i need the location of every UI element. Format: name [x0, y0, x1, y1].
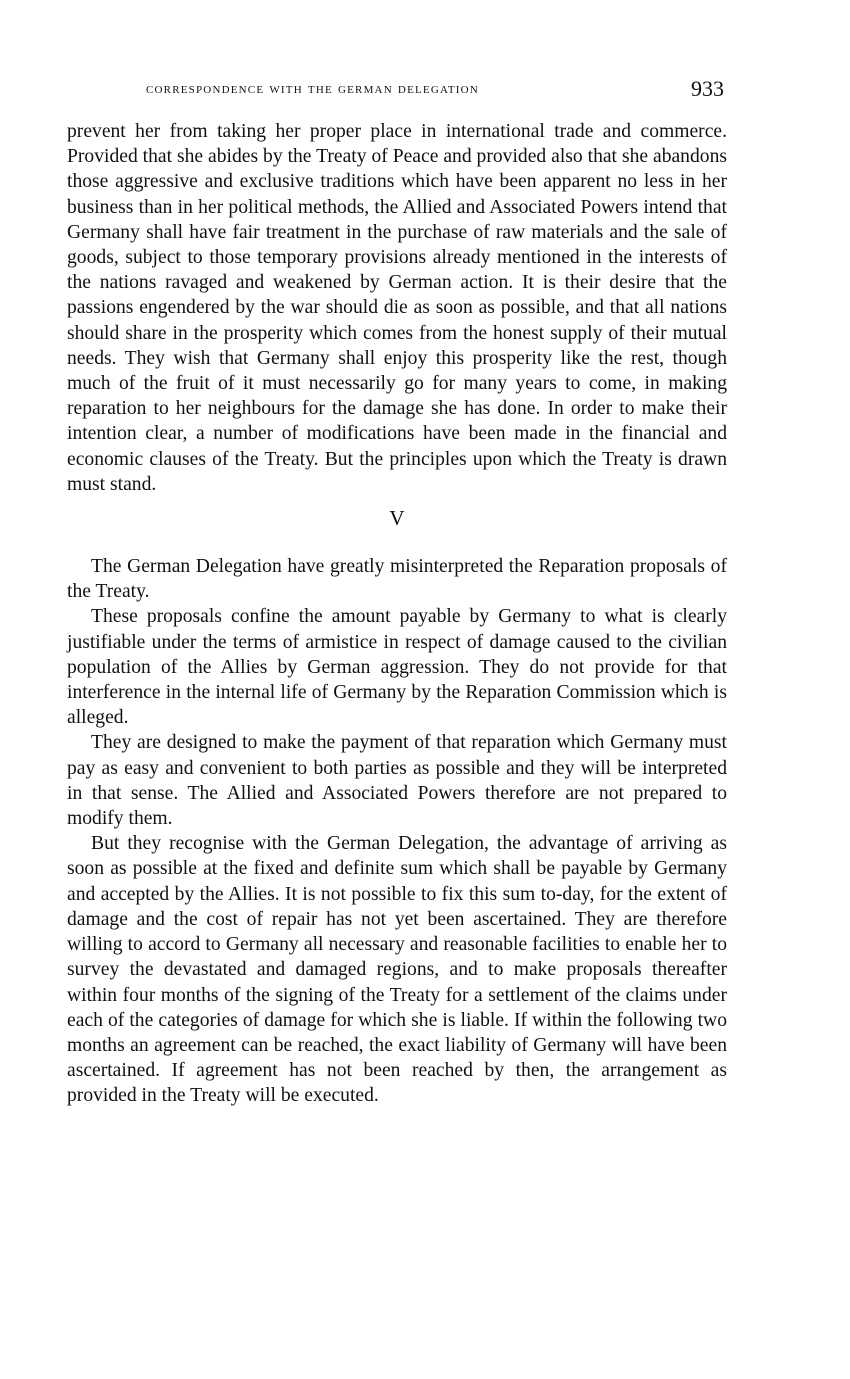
section-heading: V	[389, 506, 405, 531]
page-number: 933	[691, 76, 724, 101]
paragraph-continued: prevent her from taking her proper place in international trade and commerce. Provided that she abides by the Treaty of Peace and provided also that she abandons those aggressive and exclusive traditions which have been apparent no less in her business than in her political methods, the Allied and Associated Powers intend that Germany shall have fair treatment in the purchase of raw materials and the sale of goods, subject to those temporary provisions already mentioned in the interests of the nations ravaged and weakened by German action. It is their desire that the passions engendered by the war should die as soon as possible, and that all nations should share in the prosperity which comes from the honest supply of their mutual needs. They wish that Germany shall enjoy this prosperity like the rest, though much of the fruit of it must necessarily go for many years to come, in making reparation to her neighbours for the damage she has done. In order to make their intention clear, a number of modifications have been made in the financial and economic clauses of the Treaty. But the principles upon which the Treaty is drawn must stand.	[67, 121, 727, 495]
paragraph: But they recognise with the German Delegation, the advantage of arriving as soon as possible at the fixed and definite sum which shall be payable by Germany and accepted by the Allies. It is not possible to fix this sum to-day, for the extent of damage and the cost of repair has not yet been ascertained. They are therefore willing to accord to Germany all necessary and reasonable facilities to enable her to survey the devastated and damaged regions, and to make proposals thereafter within four months of the signing of the Treaty for a settlement of the claims under each of the categories of damage for which she is liable. If within the following two months an agreement can be reached, the exact liability of Germany will have been ascertained. If agreement has not been reached by then, the arrangement as provided in the Treaty will be executed.	[67, 833, 727, 1107]
body-text	[67, 119, 727, 1109]
paragraph: The German Delegation have greatly misinterpreted the Reparation proposals of the Treaty.	[67, 556, 727, 603]
paragraph: These proposals confine the amount payable by Germany to what is clearly justifiable under the terms of armistice in respect of damage caused to the civilian population of the Allies by German aggression. They do not provide for that interference in the internal life of Germany by the Reparation Commission which is alleged.	[67, 606, 727, 729]
paragraph: They are designed to make the payment of that reparation which Germany must pay as easy and convenient to both parties as possible and they will be interpreted in that sense. The Allied and Associated Powers therefore are not prepared to modify them.	[67, 732, 727, 830]
running-header	[66, 76, 726, 106]
running-title: correspondence with the german delegation	[146, 80, 479, 97]
